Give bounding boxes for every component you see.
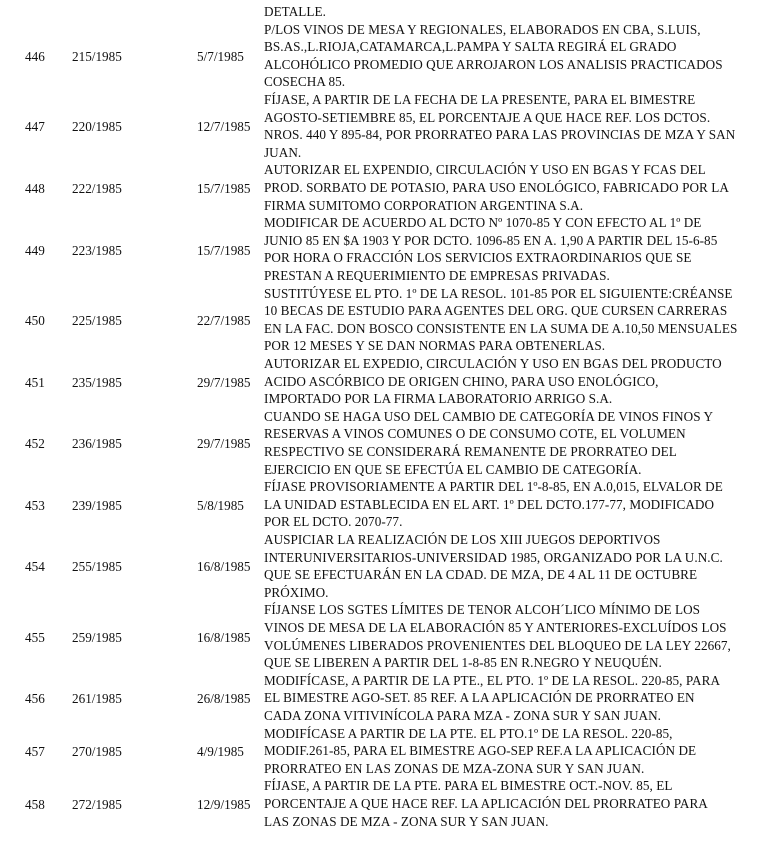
resolution-number: 239/1985 (72, 497, 122, 513)
leading-fragment: DETALLE. (264, 4, 326, 19)
resolution-detail (264, 355, 756, 408)
detail-line: QUE SE EFECTUARÁN EN LA CDAD. DE MZA, DE 4 AL 11 DE OCTUBRE (264, 567, 698, 583)
detail-line: AGOSTO-SETIEMBRE 85, EL PORCENTAJE A QUE HACE REF. LOS DCTOS. (264, 109, 711, 125)
resolution-date: 16/8/1985 (197, 629, 251, 645)
detail-line: NROS. 440 Y 895-84, POR PRORRATEO PARA LAS PROVINCIAS DE MZA Y SAN (264, 127, 736, 143)
detail-line: PORCENTAJE A QUE HACE REF. LA APLICACIÓN DEL PRORRATEO PARA (264, 795, 708, 811)
detail-line: FÍJASE, A PARTIR DE LA FECHA DE LA PRESENTE, PARA EL BIMESTRE (264, 92, 696, 107)
detail-line: COSECHA 85. (264, 74, 346, 90)
detail-line: PRESTAN A REQUERIMIENTO DE EMPRESAS PRIVADAS. (264, 267, 610, 283)
resolution-number: 222/1985 (72, 181, 122, 196)
row-number: 448 (25, 181, 45, 196)
resolution-date: 5/7/1985 (197, 49, 244, 64)
resolution-detail (264, 408, 756, 478)
row-number: 455 (25, 629, 45, 645)
detail-line: MODIFICAR DE ACUERDO AL DCTO Nº 1070-85 Y CON EFECTO AL 1º DE (264, 215, 702, 231)
detail-line: EL BIMESTRE AGO-SET. 85 REF. A LA APLICACIÓN DE PRORRATEO EN (264, 690, 695, 706)
detail-line: CADA ZONA VITIVINÍCOLA PARA MZA - ZONA SUR Y SAN JUAN. (264, 707, 662, 723)
resolution-detail (264, 672, 756, 725)
detail-line: ALCOHÓLICO PROMEDIO QUE ARROJARON LOS ANALISIS PRACTICADOS (264, 56, 723, 72)
row-number: 452 (25, 436, 45, 452)
row-number: 450 (25, 313, 45, 328)
detail-line: AUSPICIAR LA REALIZACIÓN DE LOS XIII JUEGOS DEPORTIVOS (264, 532, 661, 547)
detail-line: 10 BECAS DE ESTUDIO PARA AGENTES DEL ORG. QUE CURSEN CARRERAS (264, 303, 728, 319)
resolution-date: 29/7/1985 (197, 436, 251, 452)
detail-line: POR HORA O FRACCIÓN LOS SERVICIOS EXTRAORDINARIOS QUE SE (264, 250, 692, 266)
resolution-date: 26/8/1985 (197, 691, 251, 707)
detail-line: PROD. SORBATO DE POTASIO, PARA USO ENOLÓGICO, FABRICADO POR LA (264, 179, 729, 195)
row-number: 454 (25, 559, 45, 575)
detail-line: AUTORIZAR EL EXPENDIO, CIRCULACIÓN Y USO EN BGAS Y FCAS DEL (264, 162, 706, 178)
detail-line: CUANDO SE HAGA USO DEL CAMBIO DE CATEGORÍA DE VINOS FINOS Y (264, 408, 714, 424)
detail-line: INTERUNIVERSITARIOS-UNIVERSIDAD 1985, ORGANIZADO POR LA U.N.C. (264, 549, 723, 565)
detail-line: EN LA FAC. DON BOSCO CONSISTENTE EN LA SUMA DE A.10,50 MENSUALES (264, 320, 738, 336)
resolution-detail (264, 777, 756, 830)
row-number: 456 (25, 691, 45, 707)
resolution-number: 259/1985 (72, 629, 122, 645)
resolution-date: 5/8/1985 (197, 497, 244, 513)
resolution-detail (264, 285, 756, 355)
resolution-number: 236/1985 (72, 436, 122, 452)
resolution-detail (264, 531, 756, 601)
detail-line: LAS ZONAS DE MZA - ZONA SUR Y SAN JUAN. (264, 813, 549, 829)
resolution-date: 22/7/1985 (197, 313, 251, 328)
detail-line: MODIFÍCASE A PARTIR DE LA PTE. EL PTO.1º DE LA RESOL. 220-85, (264, 725, 673, 741)
detail-line: MODIF.261-85, PARA EL BIMESTRE AGO-SEP REF.A LA APLICACIÓN DE (264, 743, 697, 759)
detail-line: VINOS DE MESA DE LA ELABORACIÓN 85 Y ANTERIORES-EXCLUÍDOS LOS (264, 619, 727, 635)
detail-line: FIRMA SUMITOMO CORPORATION ARGENTINA S.A. (264, 197, 584, 213)
detail-line: FÍJANSE LOS SGTES LÍMITES DE TENOR ALCOH´LICO MÍNIMO DE LOS (264, 602, 701, 618)
resolution-date: 12/7/1985 (197, 119, 251, 135)
resolution-date: 12/9/1985 (197, 797, 251, 812)
detail-line: EJERCICIO EN QUE SE EFECTÚA EL CAMBIO DE CATEGORÍA. (264, 461, 642, 477)
row-number: 453 (25, 497, 45, 513)
detail-line: JUAN. (264, 144, 302, 160)
resolution-number: 223/1985 (72, 242, 122, 258)
detail-line: POR EL DCTO. 2070-77. (264, 514, 403, 530)
detail-line: IMPORTADO POR LA FIRMA LABORATORIO ARRIGO S.A. (264, 391, 613, 407)
detail-line: ACIDO ASCÓRBICO DE ORIGEN CHINO, PARA USO ENOLÓGICO, (264, 373, 659, 389)
resolution-number: 255/1985 (72, 559, 122, 575)
detail-line: POR 12 MESES Y SE DAN NORMAS PARA OBTENERLAS. (264, 338, 606, 354)
detail-line: AUTORIZAR EL EXPEDIO, CIRCULACIÓN Y USO EN BGAS DEL PRODUCTO (264, 356, 722, 371)
detail-line: PRÓXIMO. (264, 584, 329, 600)
resolution-number: 270/1985 (72, 744, 122, 760)
row-number: 451 (25, 374, 45, 390)
row-number: 449 (25, 242, 45, 258)
resolution-date: 29/7/1985 (197, 374, 251, 390)
detail-line: SUSTITÚYESE EL PTO. 1º DE LA RESOL. 101-85 POR EL SIGUIENTE:CRÉANSE (264, 285, 733, 301)
resolution-detail (264, 601, 756, 671)
resolution-detail (264, 725, 756, 778)
detail-line: BS.AS.,L.RIOJA,CATAMARCA,L.PAMPA Y SALTA REGIRÁ EL GRADO (264, 39, 677, 55)
detail-line: QUE SE LIBEREN A PARTIR DEL 1-8-85 EN R.NEGRO Y NEUQUÉN. (264, 655, 662, 671)
row-number: 446 (25, 49, 45, 64)
resolution-date: 15/7/1985 (197, 242, 251, 258)
resolution-number: 235/1985 (72, 374, 122, 390)
detail-line: RESPECTIVO SE CONSIDERARÁ REMANENTE DE PRORRATEO DEL (264, 443, 677, 459)
detail-line: JUNIO 85 EN $A 1903 Y POR DCTO. 1096-85 EN A. 1,90 A PARTIR DEL 15-6-85 (264, 232, 718, 248)
resolution-detail (264, 161, 756, 214)
detail-line: P/LOS VINOS DE MESA Y REGIONALES, ELABORADOS EN CBA, S.LUIS, (264, 21, 701, 37)
resolution-number: 225/1985 (72, 313, 122, 328)
resolution-detail (264, 214, 756, 284)
resolution-number: 220/1985 (72, 119, 122, 135)
row-number: 457 (25, 744, 45, 760)
resolution-number: 261/1985 (72, 691, 122, 707)
detail-line: PRORRATEO EN LAS ZONAS DE MZA-ZONA SUR Y SAN JUAN. (264, 760, 645, 776)
resolution-date: 16/8/1985 (197, 559, 251, 575)
detail-line: MODIFÍCASE, A PARTIR DE LA PTE., EL PTO. 1º DE LA RESOL. 220-85, PARA (264, 672, 721, 688)
detail-line: VOLÚMENES LIBERADOS PROVENIENTES DEL BLOQUEO DE LA LEY 22667, (264, 637, 731, 653)
resolution-detail (264, 21, 756, 91)
resolution-detail (264, 91, 756, 161)
resolution-number: 272/1985 (72, 797, 122, 812)
detail-line: RESERVAS A VINOS COMUNES O DE CONSUMO COTE, EL VOLUMEN (264, 426, 686, 442)
resolution-date: 4/9/1985 (197, 744, 244, 760)
detail-line: FÍJASE, A PARTIR DE LA PTE. PARA EL BIMESTRE OCT.-NOV. 85, EL (264, 778, 673, 794)
detail-line: LA UNIDAD ESTABLECIDA EN EL ART. 1º DEL DCTO.177-77, MODIFICADO (264, 496, 715, 512)
row-number: 458 (25, 797, 45, 812)
row-number: 447 (25, 119, 45, 135)
resolution-detail (264, 478, 756, 531)
resolution-number: 215/1985 (72, 49, 122, 64)
resolution-date: 15/7/1985 (197, 181, 251, 196)
detail-line: FÍJASE PROVISORIAMENTE A PARTIR DEL 1º-8-85, EN A.0,015, ELVALOR DE (264, 479, 723, 495)
